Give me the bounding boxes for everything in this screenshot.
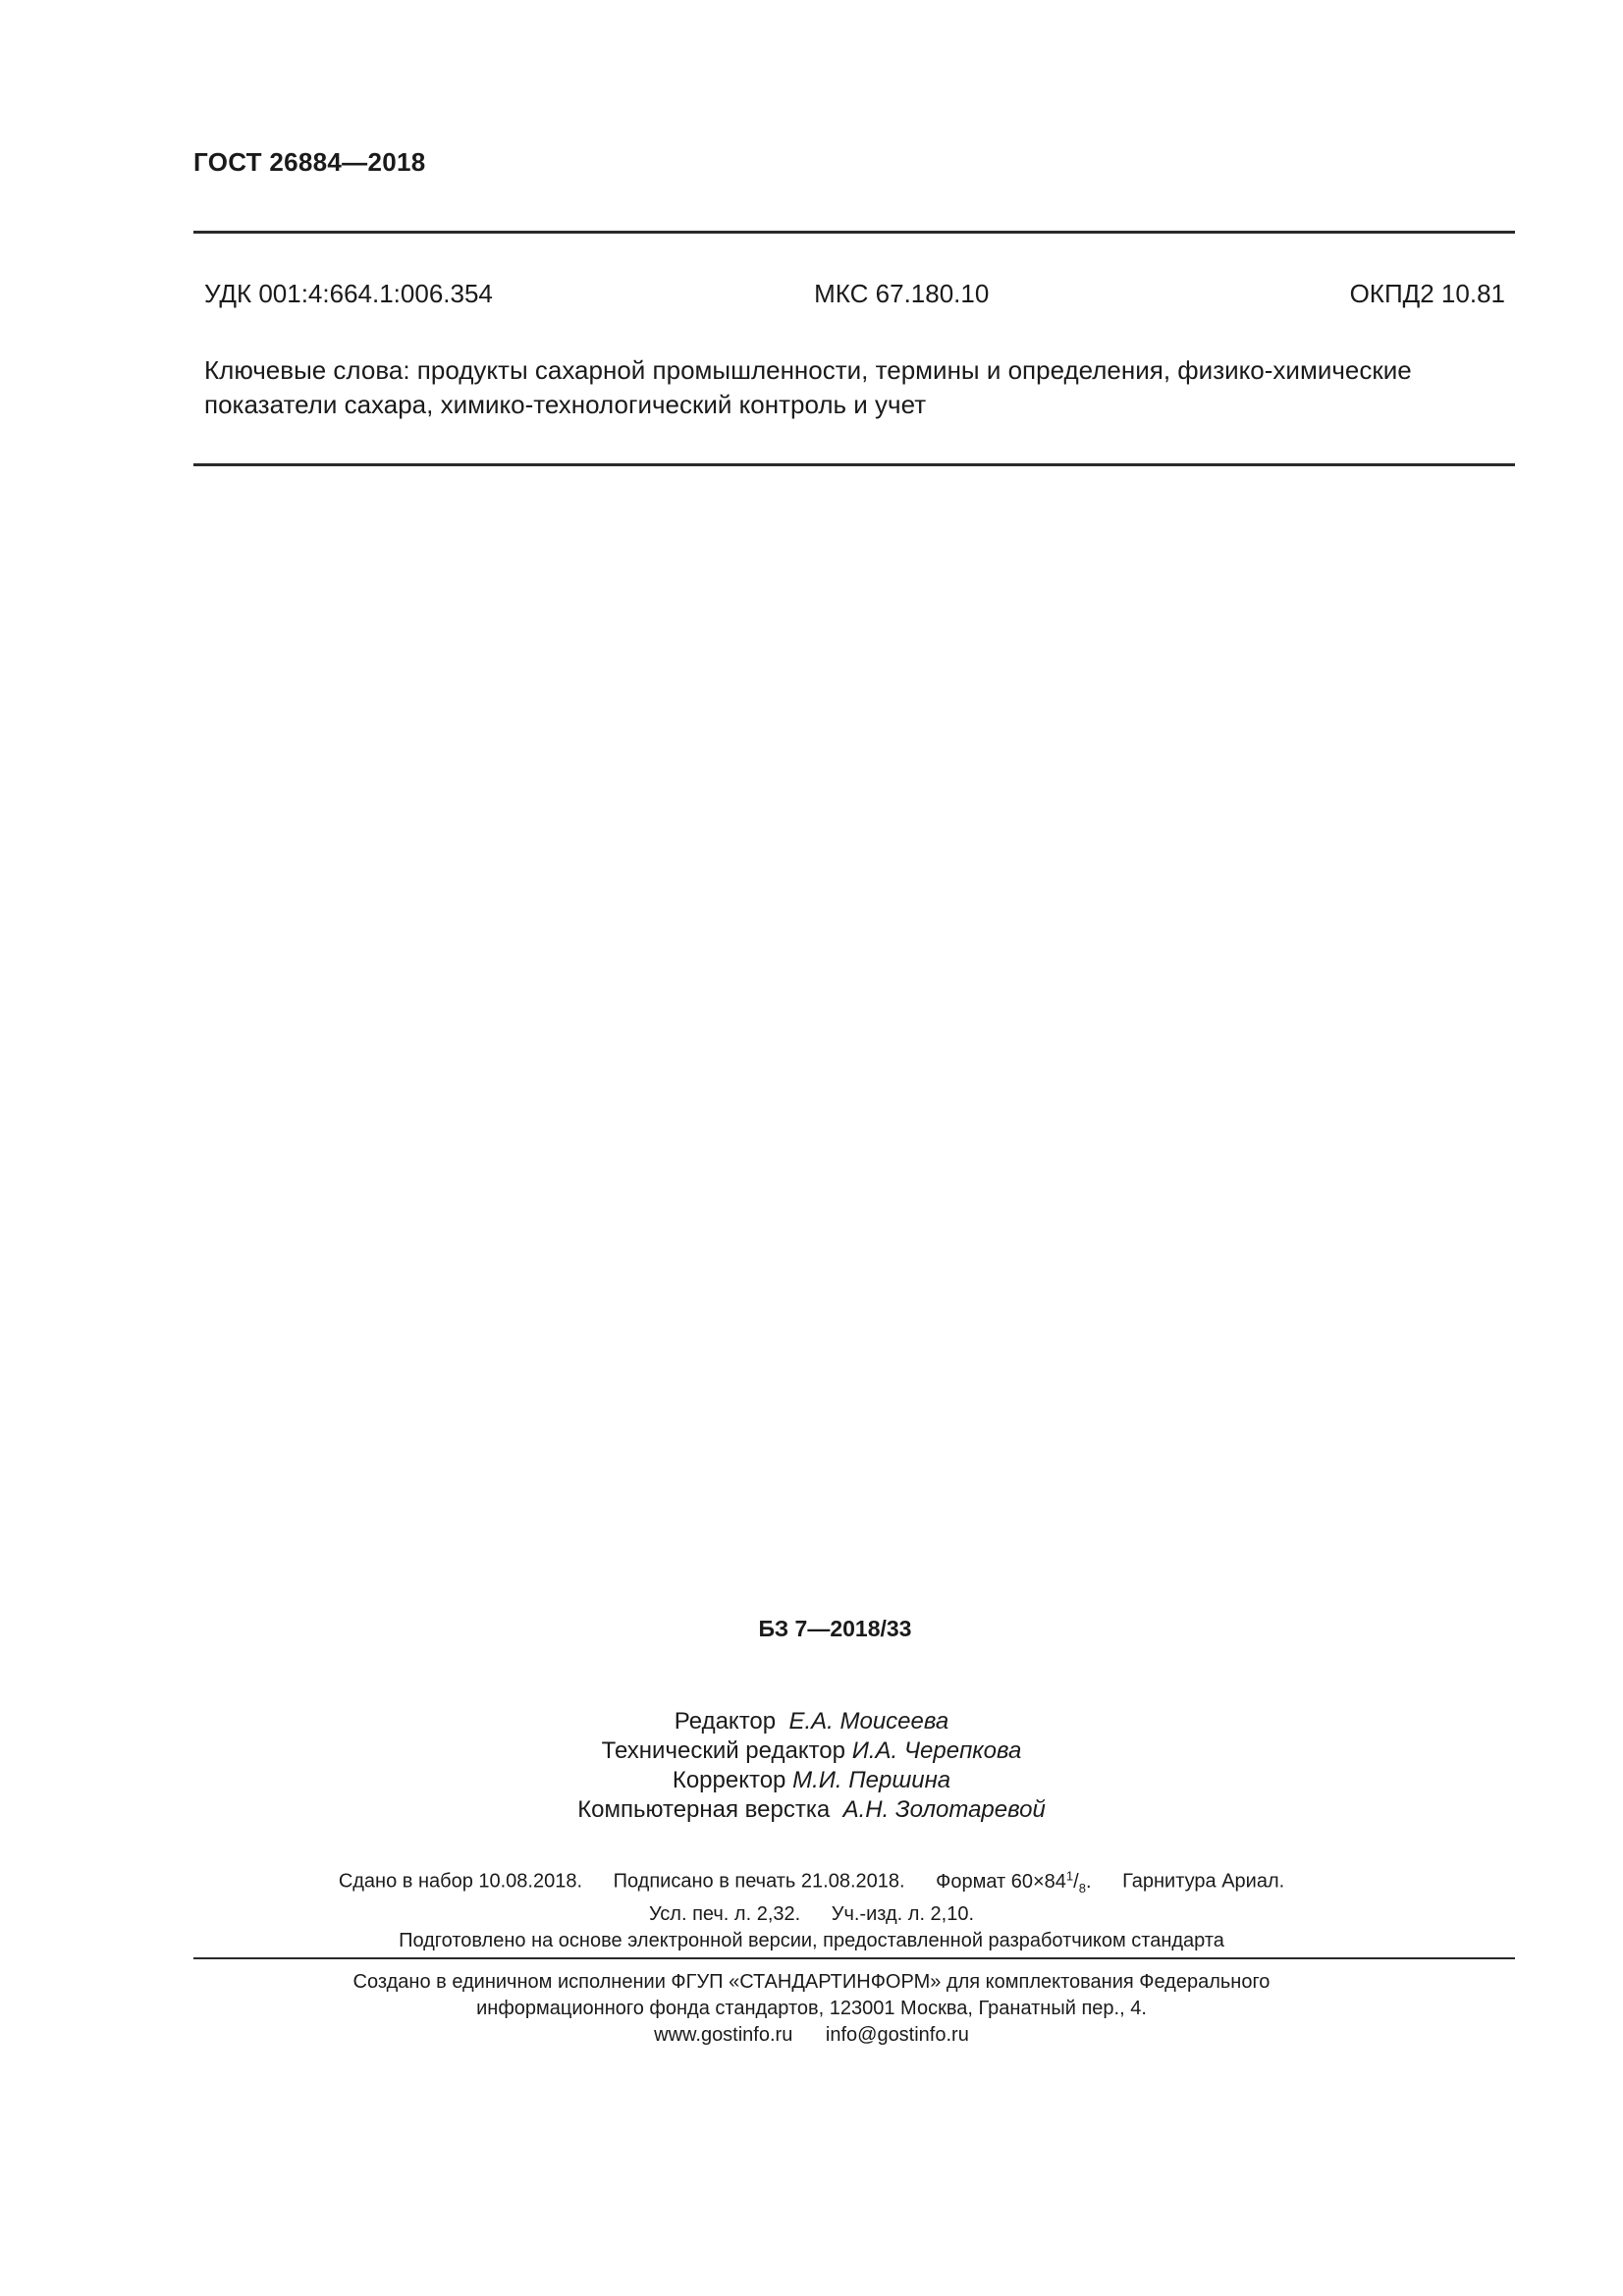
keywords-line: показатели сахара, химико-технологический контроль и учет [204, 390, 927, 419]
udk-code: УДК 001:4:664.1:006.354 [204, 279, 493, 308]
okpd-code: ОКПД2 10.81 [1349, 279, 1505, 308]
typeface: Гарнитура Ариал. [1122, 1870, 1285, 1893]
print-info [0, 1862, 1623, 1954]
prepared-note: Подготовлено на основе электронной версии, предоставленной разработчиком стандарта [399, 1929, 1224, 1951]
staff-role: Корректор [672, 1767, 786, 1793]
print-info-line [0, 1901, 1623, 1928]
classification-codes [204, 279, 1505, 309]
staff-line [0, 1736, 1623, 1766]
staff-name: И.А. Черепкова [851, 1737, 1022, 1764]
publisher-sheets: Уч.-изд. л. 2,10. [831, 1902, 975, 1925]
staff-role: Редактор [674, 1708, 777, 1735]
staff-line [0, 1766, 1623, 1795]
paper-format: Формат $60\times 84^1/_8$. [936, 1868, 1092, 1896]
print-info-line [0, 1862, 1623, 1901]
standard-number: ГОСТ 26884—2018 [193, 147, 426, 177]
footer-divider [193, 1957, 1515, 1959]
signed-date: Подписано в печать 21.08.2018. [613, 1870, 905, 1893]
staff-role: Технический редактор [601, 1737, 846, 1764]
staff-line [0, 1795, 1623, 1825]
keywords-divider [193, 463, 1515, 466]
mks-code: МКС 67.180.10 [814, 279, 990, 308]
footer-line: Создано в единичном исполнении ФГУП «СТАНДАРТИНФОРМ» для комплектования Федерального [352, 1971, 1271, 1993]
footer-contacts [0, 2022, 1623, 2049]
submitted-date: Сдано в набор 10.08.2018. [338, 1870, 583, 1893]
staff-name: А.Н. Золотаревой [842, 1796, 1046, 1823]
email-link[interactable]: info@gostinfo.ru [825, 2024, 969, 2046]
staff-role: Компьютерная верстка [577, 1796, 831, 1823]
publisher-footer [0, 1969, 1623, 2049]
top-divider [193, 231, 1515, 234]
keywords-line: Ключевые слова: продукты сахарной промышленности, термины и определения, физико-химические [204, 355, 1412, 385]
print-sheets: Усл. печ. л. 2,32. [648, 1902, 801, 1925]
bz-number: БЗ 7—2018/33 [758, 1616, 912, 1641]
keywords-block [204, 353, 1510, 422]
editorial-staff [0, 1707, 1623, 1825]
website-link[interactable]: www.gostinfo.ru [654, 2024, 793, 2046]
footer-line: информационного фонда стандартов, 123001 Москва, Гранатный пер., 4. [476, 1998, 1147, 2019]
staff-name: Е.А. Моисеева [788, 1708, 949, 1735]
staff-line [0, 1707, 1623, 1736]
staff-name: М.И. Першина [792, 1767, 951, 1793]
